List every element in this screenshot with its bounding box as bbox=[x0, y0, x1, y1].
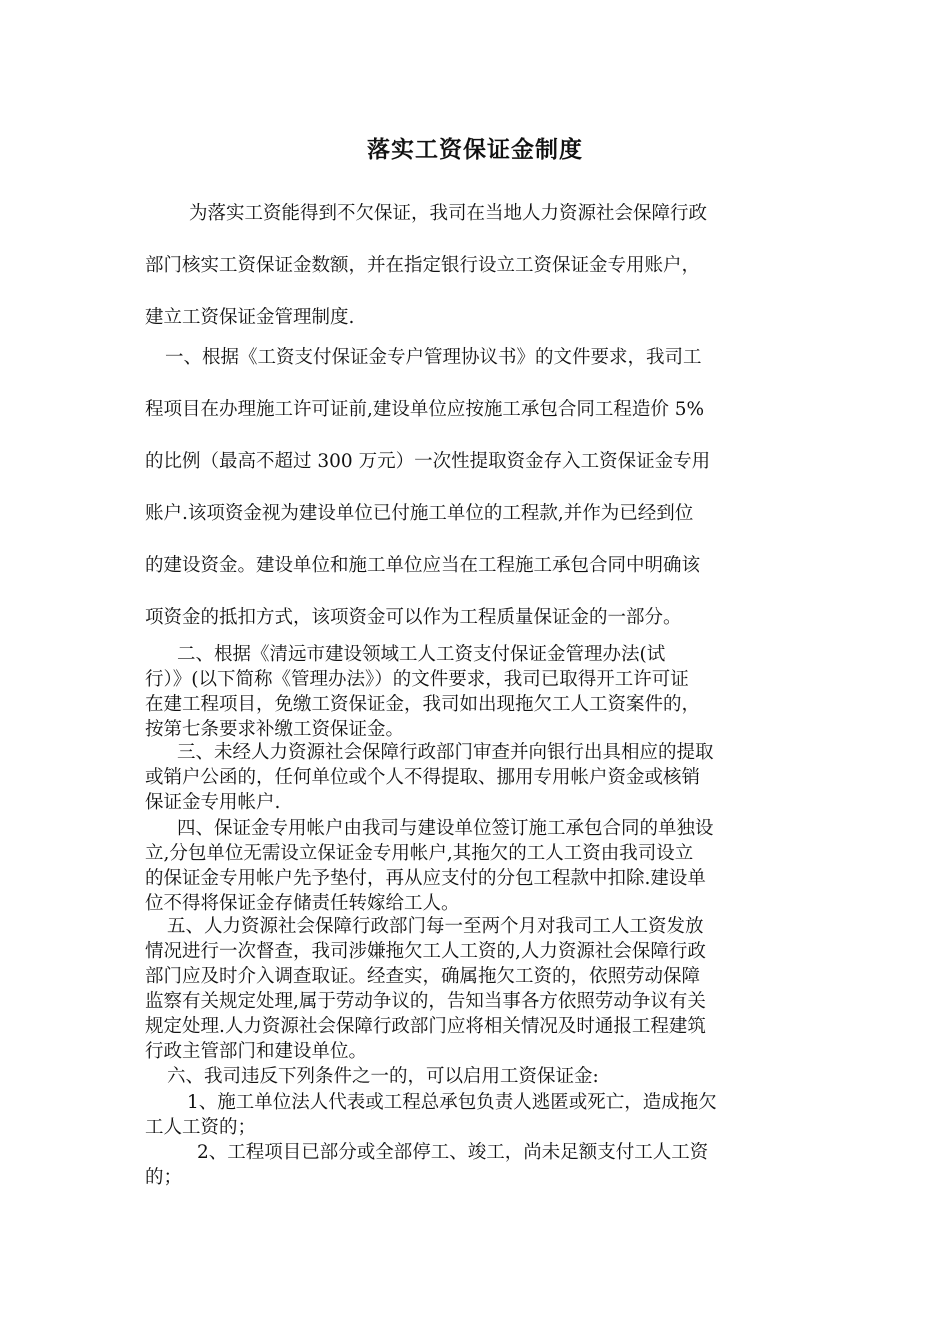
paragraph-line: 行政主管部门和建设单位。 bbox=[145, 1041, 368, 1062]
paragraph-line: 五、人力资源社会保障行政部门每一至两个月对我司工人工资发放 bbox=[167, 916, 704, 937]
paragraph-line: 四、保证金专用帐户由我司与建设单位签订施工承包合同的单独设 bbox=[177, 818, 714, 839]
condition-item-1 bbox=[145, 1090, 805, 1140]
paragraph-line: 三、未经人力资源社会保障行政部门审查并向银行出具相应的提取 bbox=[177, 742, 714, 763]
paragraph-line: 位不得将保证金存储责任转嫁给工人。 bbox=[145, 893, 460, 914]
paragraph-line: 监察有关规定处理,属于劳动争议的，告知当事各方依照劳动争议有关 bbox=[145, 991, 706, 1012]
paragraph-line: 建立工资保证金管理制度. bbox=[145, 307, 355, 328]
paragraph-line: 情况进行一次督查，我司涉嫌拖欠工人工资的,人力资源社会保障行政 bbox=[145, 941, 706, 962]
paragraph-line: 二、根据《清远市建设领域工人工资支付保证金管理办法(试 bbox=[177, 644, 666, 665]
paragraph-line: 部门核实工资保证金数额，并在指定银行设立工资保证金专用账户， bbox=[145, 255, 701, 276]
paragraph-line: 部门应及时介入调查取证。经查实，确属拖欠工资的，依照劳动保障 bbox=[145, 966, 701, 987]
paragraph-line: 项资金的抵扣方式，该项资金可以作为工程质量保证金的一部分。 bbox=[145, 607, 682, 628]
paragraph-line: 为落实工资能得到不欠保证，我司在当地人力资源社会保障行政 bbox=[189, 203, 708, 224]
paragraph-line: 一、根据《工资支付保证金专户管理协议书》的文件要求，我司工 bbox=[165, 347, 702, 368]
paragraph-line: 在建工程项目，免缴工资保证金，我司如出现拖欠工人工资案件的， bbox=[145, 694, 701, 715]
paragraph-line: 或销户公函的，任何单位或个人不得提取、挪用专用帐户资金或核销 bbox=[145, 767, 701, 788]
paragraph-line: 按第七条要求补缴工资保证金。 bbox=[145, 719, 405, 740]
paragraph-line: 立,分包单位无需设立保证金专用帐户,其拖欠的工人工资由我司设立 bbox=[145, 843, 694, 864]
clause-4-paragraph bbox=[145, 816, 805, 916]
paragraph-line: 六、我司违反下列条件之一的，可以启用工资保证金: bbox=[167, 1066, 599, 1087]
clause-1-paragraph bbox=[145, 332, 805, 644]
paragraph-line: 保证金专用帐户. bbox=[145, 792, 281, 813]
paragraph-line: 工人工资的； bbox=[145, 1117, 257, 1138]
document-title: 落实工资保证金制度 bbox=[367, 136, 583, 163]
paragraph-line: 的保证金专用帐户先予垫付，再从应支付的分包工程款中扣除.建设单 bbox=[145, 868, 706, 889]
clause-2-paragraph bbox=[145, 642, 805, 742]
paragraph-line: 的建设资金。建设单位和施工单位应当在工程施工承包合同中明确该 bbox=[145, 555, 701, 576]
condition-item-2 bbox=[145, 1140, 805, 1190]
clause-6-paragraph bbox=[145, 1064, 805, 1089]
intro-paragraph bbox=[145, 188, 805, 344]
paragraph-line: 账户.该项资金视为建设单位已付施工单位的工程款,并作为已经到位 bbox=[145, 503, 694, 524]
paragraph-line: 的； bbox=[145, 1167, 183, 1188]
paragraph-line: 程项目在办理施工许可证前,建设单位应按施工承包合同工程造价 5% bbox=[145, 399, 705, 420]
paragraph-line: 1、施工单位法人代表或工程总承包负责人逃匿或死亡，造成拖欠 bbox=[187, 1092, 717, 1113]
clause-3-paragraph bbox=[145, 740, 805, 815]
paragraph-line: 行）》(以下简称《管理办法》）的文件要求，我司已取得开工许可证 bbox=[145, 669, 689, 690]
clause-5-paragraph bbox=[145, 914, 805, 1064]
paragraph-line: 的比例（最高不超过 300 万元）一次性提取资金存入工资保证金专用 bbox=[145, 451, 711, 472]
paragraph-line: 规定处理.人力资源社会保障行政部门应将相关情况及时通报工程建筑 bbox=[145, 1016, 706, 1037]
paragraph-line: 2、工程项目已部分或全部停工、竣工，尚未足额支付工人工资 bbox=[197, 1142, 709, 1163]
